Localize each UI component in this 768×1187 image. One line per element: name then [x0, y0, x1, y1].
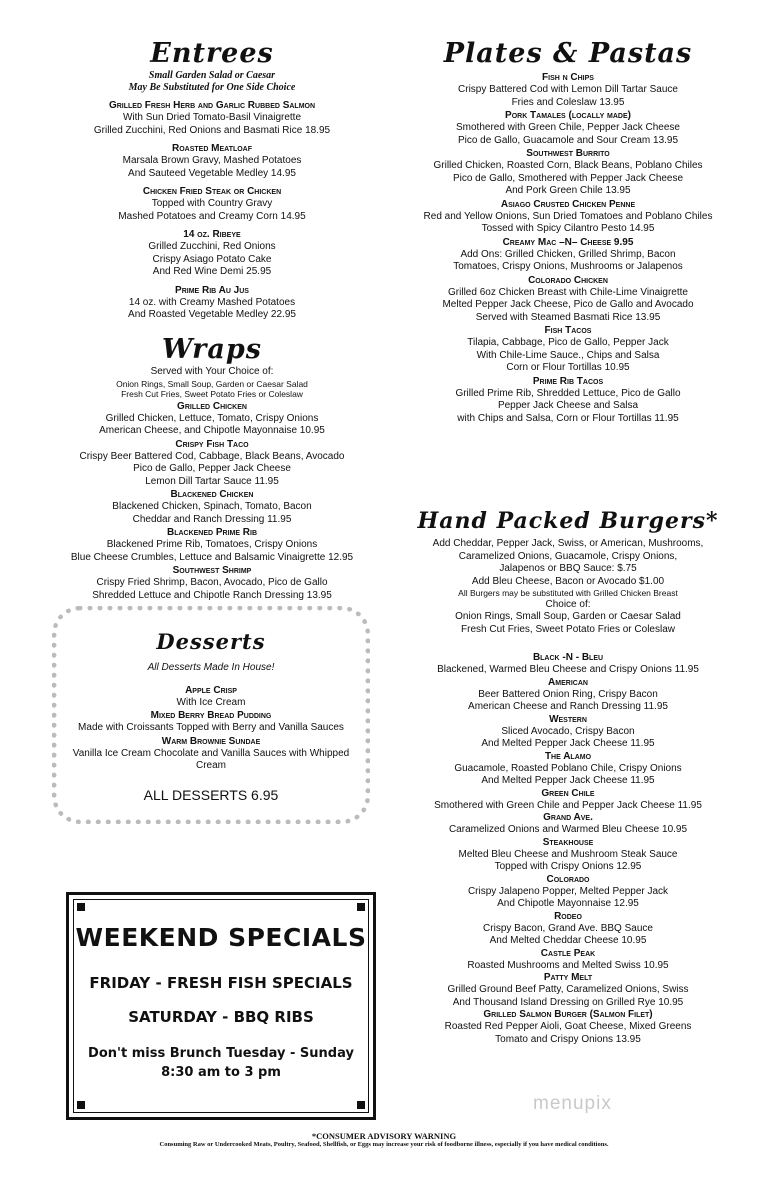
menu-item-description: With Sun Dried Tomato-Basil Vinaigrette	[122, 112, 302, 124]
menu-item-description: Fries and Coleslaw 13.95	[511, 96, 625, 108]
corner-square	[77, 1101, 85, 1109]
menu-item-name: The Alamo	[544, 750, 592, 762]
menu-item-description: Marsala Brown Gravy, Mashed Potatoes	[122, 155, 302, 167]
wraps-note-2: Fresh Cut Fries, Sweet Potato Fries or Coleslaw	[121, 389, 303, 400]
menu-item-description: Grilled Zucchini, Red Onions	[148, 241, 276, 253]
weekend-brunch: Don't miss Brunch Tuesday - Sunday	[88, 1046, 354, 1061]
weekend-saturday: SATURDAY - BBQ RIBS	[128, 1008, 314, 1026]
menu-item-name: Grand Ave.	[543, 812, 593, 824]
text-line: Add Cheddar, Pepper Jack, Swiss, or American, Mushrooms,	[432, 538, 704, 550]
menu-item	[392, 1009, 744, 1046]
menu-item	[57, 710, 365, 735]
menu-item-name: Green Chile	[541, 787, 595, 799]
menu-item-name: Southwest Burrito	[526, 148, 610, 160]
menu-item	[52, 143, 372, 180]
menu-item-description: Pepper Jack Cheese and Salsa	[497, 400, 639, 412]
menu-item-name: Fish n Chips	[542, 72, 594, 84]
menu-item-description: 14 oz. with Creamy Mashed Potatoes	[128, 296, 296, 308]
menu-item-name: Creamy Mac –N– Cheese 9.95	[502, 236, 634, 248]
menu-item-description: Pico de Gallo, Smothered with Pepper Jack Cheese	[452, 172, 684, 184]
menu-item	[392, 275, 744, 325]
menu-item-description: American Cheese and Ranch Dressing 11.95	[468, 701, 668, 713]
menu-item-description: Caramelized Onions and Warmed Bleu Cheese 10.95	[448, 824, 688, 836]
menu-item-description: Grilled Ground Beef Patty, Caramelized Onions, Swiss	[447, 984, 689, 996]
corner-square	[77, 903, 85, 911]
text-line: Caramelized Onions, Guacamole, Crispy Onions,	[458, 550, 678, 562]
menu-item-description: Grilled Chicken, Lettuce, Tomato, Crispy Onions	[105, 412, 319, 424]
menu-item-name: Castle Peak	[540, 947, 596, 959]
desserts-title: Desserts	[156, 629, 266, 654]
menu-item	[392, 788, 744, 813]
menu-item-description: And Melted Pepper Jack Cheese 11.95	[481, 775, 655, 787]
menu-item-name: Mixed Berry Bread Pudding	[150, 710, 272, 722]
wraps-title: Wraps	[162, 333, 262, 365]
wraps-list	[52, 401, 372, 603]
menu-item-name: Warm Brownie Sundae	[161, 735, 261, 747]
menu-item-name: Blackened Prime Rib	[166, 527, 258, 539]
menu-item-description: And Thousand Island Dressing on Grilled Rye 10.95	[452, 996, 684, 1008]
weekend-friday: FRIDAY - FRESH FISH SPECIALS	[89, 974, 353, 992]
menu-item-description: Pico de Gallo, Guacamole and Sour Cream 13.95	[457, 134, 679, 146]
menu-item-description: Blackened, Warmed Bleu Cheese and Crispy Onions 11.95	[437, 664, 699, 676]
menu-item-description: Served with Steamed Basmati Rice 13.95	[475, 311, 661, 323]
burgers-choice-label: Choice of:	[545, 598, 591, 610]
menu-item	[52, 186, 372, 223]
desserts-tagline: All Desserts Made In House!	[147, 662, 275, 674]
menu-item	[392, 874, 744, 911]
menu-item	[392, 972, 744, 1009]
desserts-price: ALL DESSERTS 6.95	[143, 786, 279, 803]
menu-item-description: Melted Pepper Jack Cheese, Pico de Gallo and Avocado	[442, 299, 694, 311]
menu-item-name: Prime Rib Au Jus	[175, 284, 249, 296]
menu-item-name: Blackened Chicken	[170, 489, 254, 501]
menu-item	[52, 565, 372, 602]
menu-item-description: Roasted Mushrooms and Melted Swiss 10.95	[467, 959, 669, 971]
plates-title: Plates & Pastas	[443, 38, 693, 69]
menu-item-description: Tilapia, Cabbage, Pico de Gallo, Pepper Jack	[467, 337, 669, 349]
entrees-subtitle-1: Small Garden Salad or Caesar	[148, 70, 276, 82]
menu-item-name: American	[548, 676, 588, 688]
menu-item	[52, 285, 372, 322]
menu-item-description: Blackened Prime Rib, Tomatoes, Crispy Onions	[106, 539, 318, 551]
menu-item-description: Beer Battered Onion Ring, Crispy Bacon	[478, 688, 658, 700]
menu-item-name: Crispy Fish Taco	[175, 438, 249, 450]
menu-item-description: Pico de Gallo, Pepper Jack Cheese	[133, 463, 291, 475]
menu-item-description: Blackened Chicken, Spinach, Tomato, Bacon	[112, 501, 312, 513]
menu-item	[392, 325, 744, 375]
menu-item-name: Black -N - Bleu	[532, 652, 604, 664]
menu-item-description: American Cheese, and Chipotle Mayonnaise 10.95	[99, 425, 325, 437]
menu-item-name: Prime Rib Tacos	[532, 375, 604, 387]
menu-item-description: Crispy Bacon, Grand Ave. BBQ Sauce	[483, 922, 653, 934]
menu-item-description: And Melted Cheddar Cheese 10.95	[489, 935, 647, 947]
menu-item-description: Grilled Chicken, Roasted Corn, Black Beans, Poblano Chiles	[433, 160, 703, 172]
menu-item	[52, 489, 372, 526]
menu-item-description: Crispy Battered Cod with Lemon Dill Tartar Sauce	[458, 84, 678, 96]
menu-item-description: Lemon Dill Tartar Sauce 11.95	[145, 475, 279, 487]
consumer-advisory	[0, 1131, 768, 1148]
menu-item-description: Topped with Crispy Onions 12.95	[494, 861, 642, 873]
menu-item-name: Roasted Meatloaf	[171, 143, 253, 155]
entrees-subtitle-2: May Be Substituted for One Side Choice	[128, 82, 296, 94]
menu-item-description: Tomato and Crispy Onions 13.95	[495, 1033, 641, 1045]
menu-item-name: Fish Tacos	[544, 325, 592, 337]
menu-item	[392, 72, 744, 109]
menu-item-description: Cheddar and Ranch Dressing 11.95	[132, 513, 292, 525]
menu-item-name: 14 oz. Ribeye	[183, 229, 241, 241]
menu-item	[392, 948, 744, 973]
menu-item-name: Western	[549, 713, 587, 725]
menu-item-name: Chicken Fried Steak or Chicken	[142, 186, 282, 198]
menu-item-description: Smothered with Green Chile and Pepper Jack Cheese 11.95	[434, 799, 702, 811]
menu-item	[392, 751, 744, 788]
menu-item-description: Shredded Lettuce and Chipotle Ranch Dressing 13.95	[92, 589, 332, 601]
menu-item	[52, 100, 372, 137]
menu-item-description: And Melted Pepper Jack Cheese 11.95	[481, 738, 655, 750]
menu-item	[392, 812, 744, 837]
wraps-note-1: Onion Rings, Small Soup, Garden or Caesar Salad	[116, 378, 308, 389]
menu-item-description: And Pork Green Chile 13.95	[505, 185, 631, 197]
menu-item-description: Grilled 6oz Chicken Breast with Chile-Lime Vinaigrette	[448, 286, 688, 298]
menu-item-name: Colorado	[546, 873, 590, 885]
menu-item-description: Tossed with Spicy Cilantro Pesto 14.95	[481, 223, 655, 235]
menu-item-description: And Roasted Vegetable Medley 22.95	[128, 309, 296, 321]
advisory-text: Consuming Raw or Undercooked Meats, Poultry, Seafood, Shellfish, or Eggs may increase your risk of foodborne illness, especially if you have medical conditions.	[159, 1141, 609, 1148]
plates-list	[392, 72, 744, 425]
text-line: Onion Rings, Small Soup, Garden or Caesar Salad	[455, 611, 681, 623]
burgers-note: All Burgers may be substituted with Grilled Chicken Breast	[458, 588, 678, 599]
menu-item-description: Smothered with Green Chile, Pepper Jack Cheese	[455, 122, 680, 134]
menu-item	[392, 652, 744, 677]
menu-item-description: Tomatoes, Crispy Onions, Mushrooms or Jalapenos	[453, 261, 683, 273]
text-line: Fresh Cut Fries, Sweet Potato Fries or Coleslaw	[461, 623, 675, 635]
menu-item-name: Asiago Crusted Chicken Penne	[500, 198, 636, 210]
burgers-section	[392, 508, 744, 1046]
menu-item	[52, 401, 372, 438]
menu-item-description: Crispy Jalapeno Popper, Melted Pepper Jack	[467, 885, 669, 897]
menu-item-description: Grilled Zucchini, Red Onions and Basmati Rice 18.95	[93, 124, 331, 136]
menu-item-description: Mashed Potatoes and Creamy Corn 14.95	[118, 210, 306, 222]
advisory-title: *CONSUMER ADVISORY WARNING	[311, 1131, 457, 1141]
menu-item-description: Grilled Prime Rib, Shredded Lettuce, Pico de Gallo	[455, 387, 681, 399]
weekend-hours: 8:30 am to 3 pm	[161, 1065, 281, 1080]
desserts-box	[52, 606, 370, 824]
menu-item-description: Roasted Red Pepper Aioli, Goat Cheese, Mixed Greens	[444, 1021, 692, 1033]
wraps-intro: Served with Your Choice of:	[150, 366, 274, 378]
entrees-list	[52, 100, 372, 322]
menu-item-description: Topped with Country Gravy	[151, 198, 273, 210]
menu-item-description: Blue Cheese Crumbles, Lettuce and Balsamic Vinaigrette 12.95	[70, 551, 354, 563]
menu-item-name: Colorado Chicken	[528, 274, 608, 286]
menu-item-description: Crispy Beer Battered Cod, Cabbage, Black Beans, Avocado	[79, 450, 345, 462]
burgers-choices	[392, 611, 744, 636]
menu-item	[392, 376, 744, 426]
menu-item	[392, 148, 744, 198]
menu-item-name: Apple Crisp	[185, 684, 237, 696]
entrees-title: Entrees	[150, 38, 274, 69]
menu-item-name: Steakhouse	[542, 836, 594, 848]
menu-item-name: Rodeo	[554, 910, 582, 922]
menu-item-description: Red and Yellow Onions, Sun Dried Tomatoes and Poblano Chiles	[423, 210, 713, 222]
menu-item-name: Grilled Fresh Herb and Garlic Rubbed Salmon	[108, 100, 316, 112]
menu-item-description: Crispy Fried Shrimp, Bacon, Avocado, Pico de Gallo	[96, 577, 328, 589]
burgers-intro	[392, 538, 744, 588]
text-line: Jalapenos or BBQ Sauce: $.75	[499, 563, 637, 575]
menu-item	[52, 229, 372, 279]
menu-item	[392, 237, 744, 274]
menu-item-name: Grilled Salmon Burger (Salmon Filet)	[483, 1009, 653, 1021]
menu-item-description: Crispy Asiago Potato Cake	[152, 253, 272, 265]
menu-item-description: Guacamole, Roasted Poblano Chile, Crispy Onions	[454, 762, 682, 774]
burgers-list	[392, 652, 744, 1046]
menu-item-name: Pork Tamales (locally made)	[505, 110, 631, 122]
corner-square	[357, 1101, 365, 1109]
menu-item	[57, 685, 365, 710]
menu-item-description: Made with Croissants Topped with Berry and Vanilla Sauces	[78, 722, 344, 734]
menu-item	[57, 736, 365, 773]
menu-item	[392, 714, 744, 751]
menu-item	[392, 199, 744, 236]
menu-item-name: Patty Melt	[543, 972, 593, 984]
menu-item-description: With Ice Cream	[176, 696, 246, 708]
text-line: Add Bleu Cheese, Bacon or Avocado $1.00	[471, 575, 665, 587]
menu-item	[392, 677, 744, 714]
menu-item	[392, 911, 744, 948]
corner-square	[357, 903, 365, 911]
menu-item-name: Grilled Chicken	[177, 400, 247, 412]
right-column	[392, 38, 744, 425]
menu-item-description: And Red Wine Demi 25.95	[152, 266, 272, 278]
menu-item-description: With Chile-Lime Sauce., Chips and Salsa	[476, 349, 660, 361]
menu-item	[392, 110, 744, 147]
menu-item-description: And Chipotle Mayonnaise 12.95	[497, 898, 639, 910]
menu-item	[52, 439, 372, 489]
watermark-logo: menupix	[533, 1093, 612, 1114]
menu-item-description: Sliced Avocado, Crispy Bacon	[501, 725, 635, 737]
menu-item	[52, 527, 372, 564]
menu-item	[392, 837, 744, 874]
menu-item-description: with Chips and Salsa, Corn or Flour Tortillas 11.95	[457, 412, 679, 424]
menu-item-name: Southwest Shrimp	[172, 565, 252, 577]
weekend-title: WEEKEND SPECIALS	[75, 923, 367, 952]
burgers-title: Hand Packed Burgers*	[417, 508, 719, 534]
left-column	[52, 38, 372, 602]
menu-item-description: Corn or Flour Tortillas 10.95	[506, 362, 630, 374]
weekend-specials-box	[66, 892, 376, 1120]
menu-item-description: Add Ons: Grilled Chicken, Grilled Shrimp, Bacon	[460, 248, 676, 260]
menu-item-description: Vanilla Ice Cream Chocolate and Vanilla Sauces with Whipped Cream	[72, 747, 350, 772]
menu-item-description: Melted Bleu Cheese and Mushroom Steak Sauce	[458, 848, 678, 860]
menu-item-description: And Sauteed Vegetable Medley 14.95	[128, 167, 296, 179]
desserts-list	[57, 685, 365, 773]
